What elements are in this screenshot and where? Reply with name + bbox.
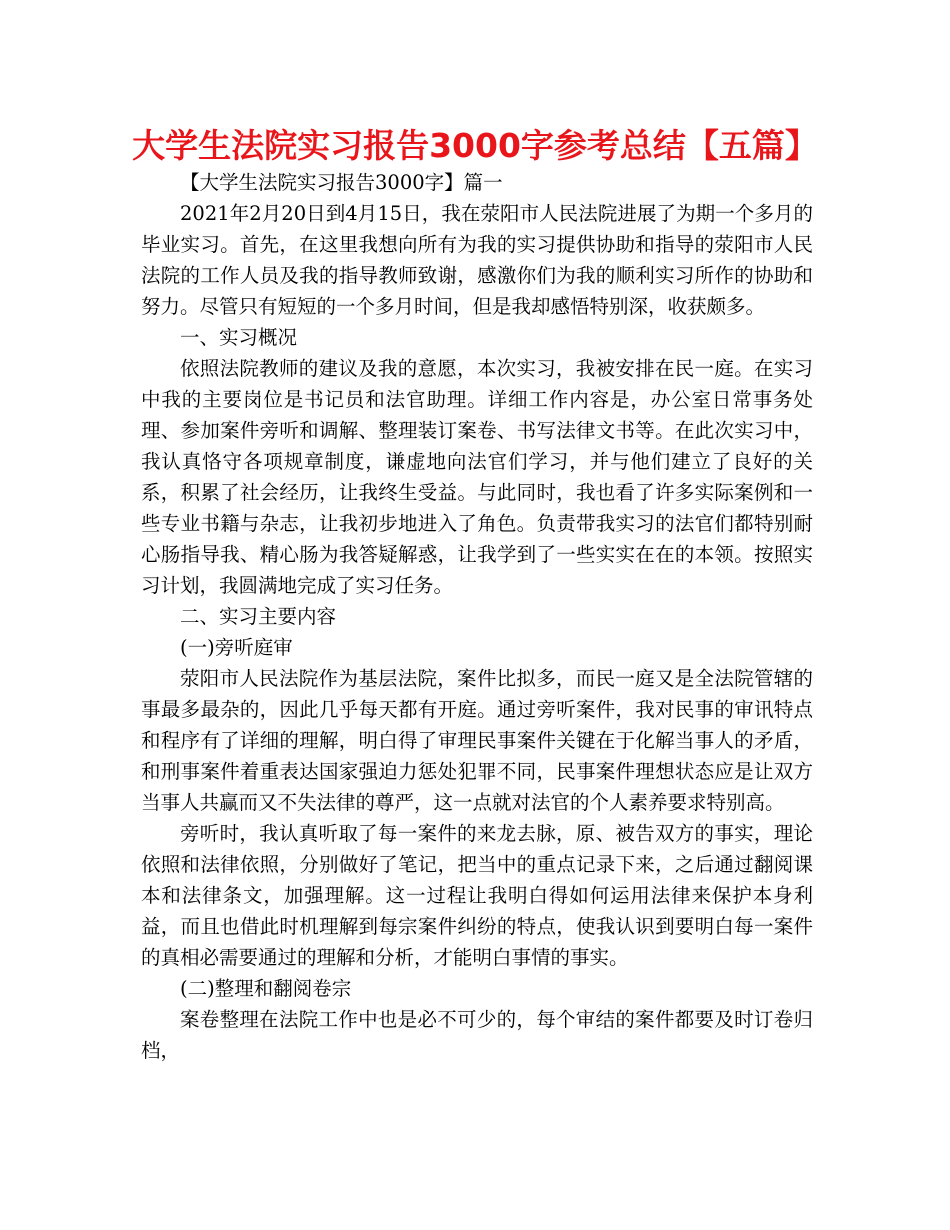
subheading-trial-observation: (一)旁听庭审	[180, 636, 293, 659]
paragraph-intro: 2021年2月20日到4月15日，我在荥阳市人民法院进展了为期一个多月的毕业实习。首先，在这里我想向所有为我的实习提供协助和指导的荥阳市人民法院的工作人员及我的指导教师致谢，感激你们为我的顺利实习所作的协助和努力。尽管只有短短的一个多月时间，但是我却感悟特别深，收获颇多。	[141, 202, 813, 318]
document-title: 大学生法院实习报告3000字参考总结【五篇】	[132, 126, 818, 165]
section-heading-main-content: 二、实习主要内容	[180, 605, 337, 628]
section-heading-overview: 一、实习概况	[180, 326, 298, 349]
paragraph-case-files: 案卷整理在法院工作中也是必不可少的，每个审结的案件都要及时订卷归档，	[141, 1008, 813, 1062]
paragraph-overview: 依照法院教师的建议及我的意愿，本次实习，我被安排在民一庭。在实习中我的主要岗位是书记员和法官助理。详细工作内容是，办公室日常事务处理、参加案件旁听和调解、整理装订案卷、书写法律文书等。在此次实习中，我认真恪守各项规章制度，谦虚地向法官们学习，并与他们建立了良好的关系，积累了社会经历，让我终生受益。与此同时，我也看了许多实际案例和一些专业书籍与杂志，让我初步地进入了角色。负责带我实习的法官们都特别耐心肠指导我、精心肠为我答疑解惑，让我学到了一些实实在在的本领。按照实习计划，我圆满地完成了实习任务。	[141, 357, 813, 597]
paragraph-trial-notes: 旁听时，我认真听取了每一案件的来龙去脉，原、被告双方的事实，理论依照和法律依照，分别做好了笔记，把当中的重点记录下来，之后通过翻阅课本和法律条文，加强理解。这一过程让我明白得如何运用法律来保护本身利益，而且也借此时机理解到每宗案件纠纷的特点，使我认识到要明白每一案件的真相必需要通过的理解和分析，才能明白事情的事实。	[141, 822, 813, 969]
paragraph-trial-observation: 荥阳市人民法院作为基层法院，案件比拟多，而民一庭又是全法院管辖的事最多最杂的，因此几乎每天都有开庭。通过旁听案件，我对民事的审讯特点和程序有了详细的理解，明白得了审理民事案件关键在于化解当事人的矛盾，和刑事案件着重表达国家强迫力惩处犯罪不同，民事案件理想状态应是让双方当事人共赢而又不失法律的尊严，这一点就对法官的个人素养要求特别高。	[141, 667, 813, 814]
section-heading-part-one: 【大学生法院实习报告3000字】篇一	[180, 171, 503, 194]
subheading-case-files: (二)整理和翻阅卷宗	[180, 977, 352, 1000]
document-body	[141, 167, 813, 1066]
